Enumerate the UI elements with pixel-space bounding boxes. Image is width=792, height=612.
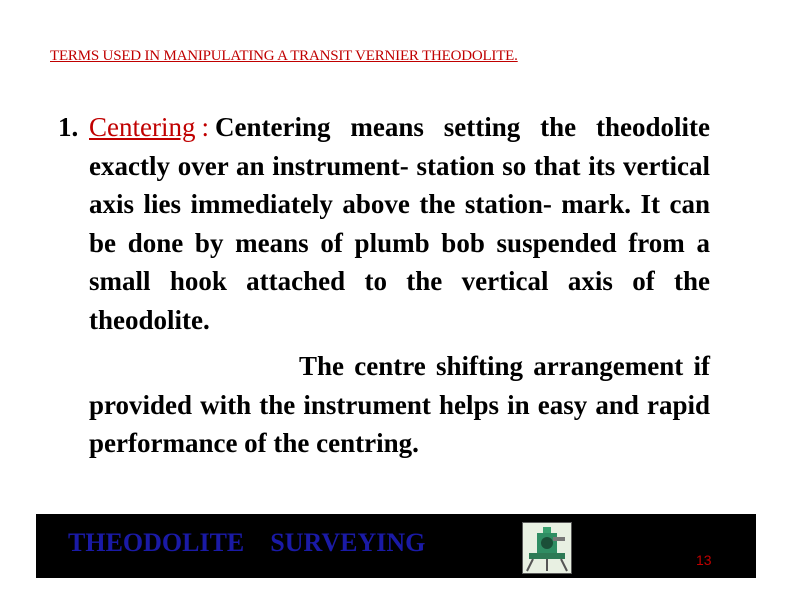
theodolite-instrument-icon	[522, 522, 572, 574]
footer-title-word: SURVEYING	[270, 528, 426, 557]
term-definition: Centering means setting the theodolite exactly over an instrument- station so that its vertical axis lies immediately above the station- mark. It can be done by means of plumb bob suspended from a small hook attached to the vertical axis of the theodolite.	[89, 112, 710, 335]
list-item	[58, 108, 710, 339]
footer-title-word: THEODOLITE	[68, 528, 245, 557]
item-number: 1.	[58, 112, 79, 142]
page-number: 13	[696, 552, 712, 568]
term-separator: :	[201, 112, 209, 142]
footer-bar	[36, 514, 756, 578]
slide-body	[58, 108, 710, 463]
term-label: Centering	[89, 112, 196, 142]
footer-title	[68, 528, 451, 558]
paragraph: The centre shifting arrangement if provided with the instrument helps in easy and rapid performance of the centring.	[89, 351, 710, 458]
slide-heading: TERMS USED IN MANIPULATING A TRANSIT VERNIER THEODOLITE.	[50, 48, 518, 64]
